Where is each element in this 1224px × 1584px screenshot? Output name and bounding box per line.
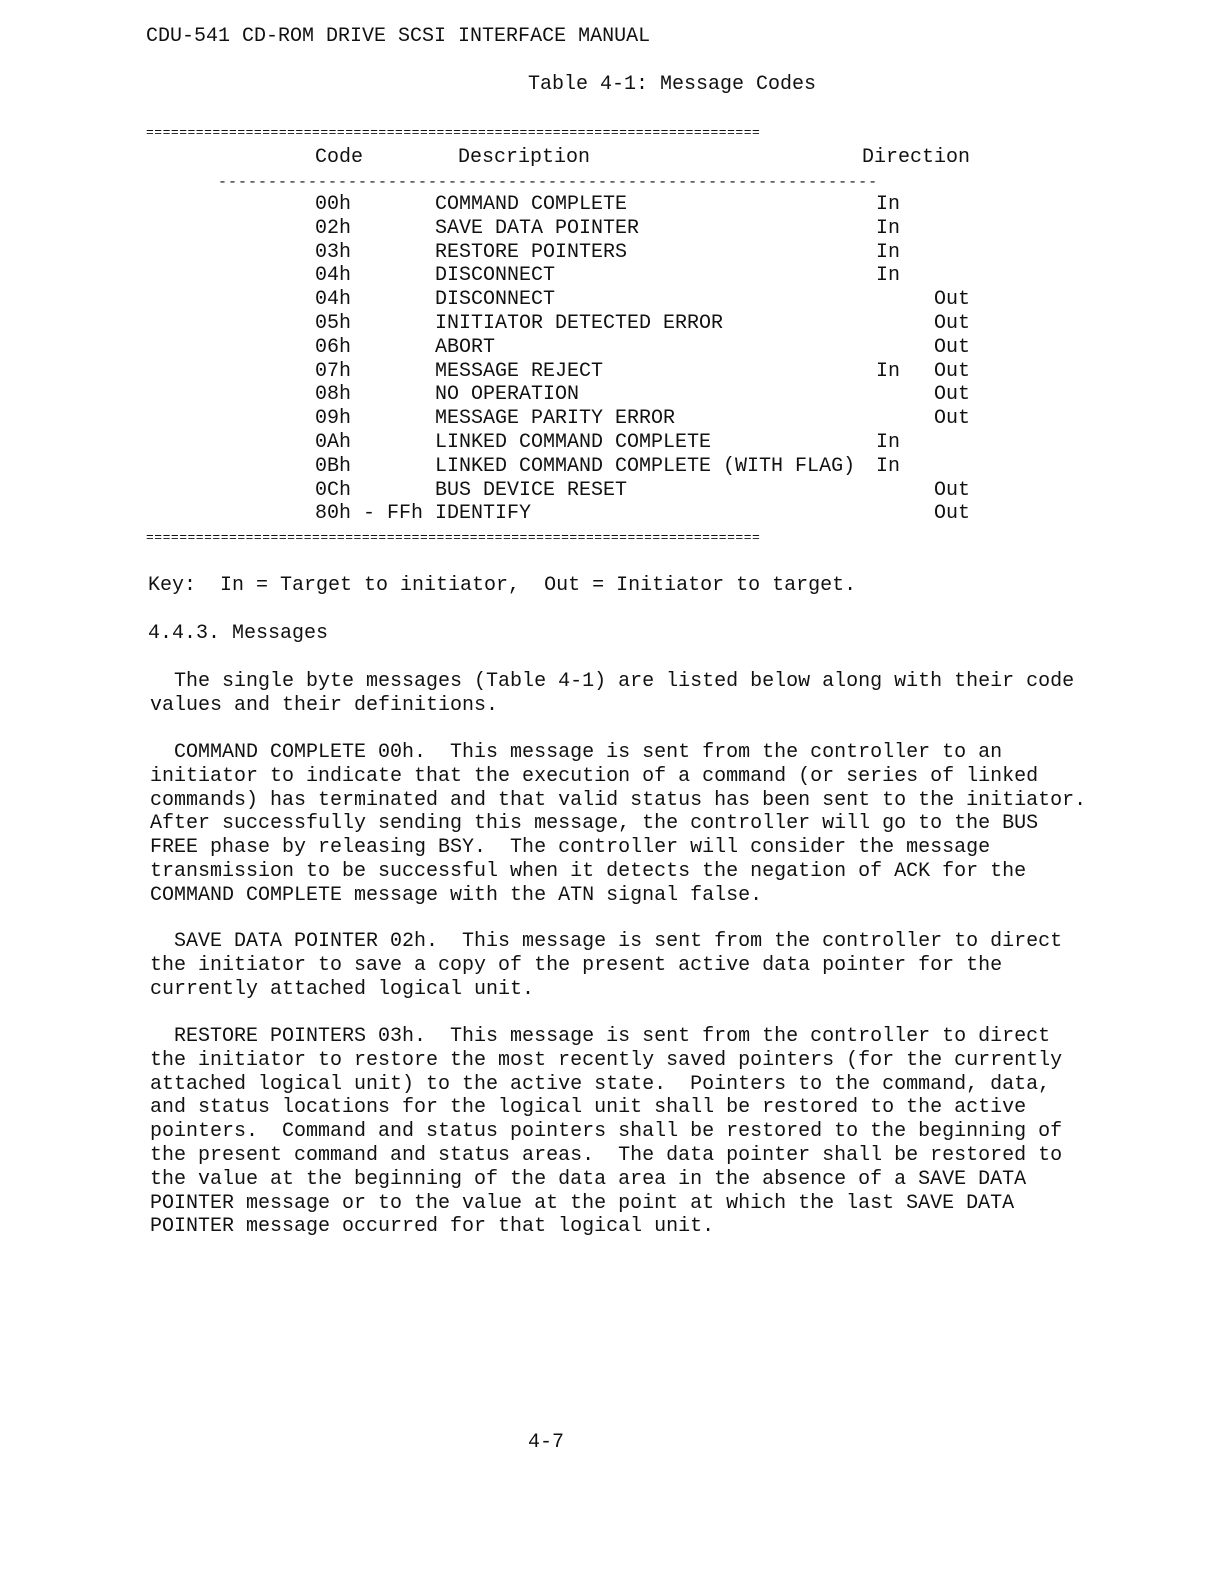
paragraph-line: pointers. Command and status pointers shall be restored to the beginning of: [150, 1120, 1063, 1144]
table-top-rule: ==========================================================================: [146, 126, 761, 140]
description-cell: COMMAND COMPLETE: [435, 193, 628, 216]
table-row: [0, 455, 1224, 479]
table-row: [0, 288, 1224, 312]
code-cell: 02h: [315, 216, 352, 240]
paragraph-line: COMMAND COMPLETE message with the ATN signal false.: [150, 883, 763, 907]
column-header-description: Description: [458, 146, 591, 169]
paragraph-line: transmission to be successful when it detects the negation of ACK for the: [150, 859, 1027, 883]
command-complete-paragraph: [150, 741, 1090, 908]
description-cell: LINKED COMMAND COMPLETE (WITH FLAG): [435, 454, 856, 478]
description-cell: SAVE DATA POINTER: [435, 216, 640, 240]
paragraph-line: POINTER message or to the value at the point at which the last SAVE DATA: [150, 1191, 1015, 1215]
paragraph-line: values and their definitions.: [150, 693, 499, 717]
code-cell: 09h: [315, 407, 352, 431]
direction-out-cell: Out: [934, 478, 971, 502]
paragraph-line: initiator to indicate that the execution of a command (or series of linked: [150, 764, 1039, 788]
code-cell: 0Ah: [315, 431, 352, 454]
paragraph-line: the initiator to restore the most recently saved pointers (for the currently: [150, 1048, 1063, 1072]
code-cell: 0Bh: [315, 454, 352, 478]
description-cell: BUS DEVICE RESET: [435, 478, 628, 502]
direction-out-cell: Out: [934, 335, 971, 359]
save-data-pointer-paragraph: [150, 930, 1090, 1001]
direction-in-cell: In: [876, 264, 901, 288]
code-cell: 80h - FFh: [315, 502, 424, 526]
direction-in-cell: In: [876, 454, 901, 478]
paragraph-line: FREE phase by releasing BSY. The controller will consider the message: [150, 836, 991, 860]
description-cell: LINKED COMMAND COMPLETE: [435, 431, 712, 454]
code-cell: 06h: [315, 335, 352, 359]
description-cell: IDENTIFY: [435, 502, 532, 526]
column-header-direction: Direction: [862, 146, 971, 169]
paragraph-line: the present command and status areas. The data pointer shall be restored to: [150, 1143, 1063, 1167]
description-cell: RESTORE POINTERS: [435, 240, 628, 264]
table-row: [0, 336, 1224, 360]
table-row: [0, 241, 1224, 265]
description-cell: DISCONNECT: [435, 288, 556, 312]
direction-out-cell: Out: [934, 502, 971, 526]
paragraph-line: currently attached logical unit.: [150, 977, 535, 1001]
direction-in-cell: In: [876, 240, 901, 264]
table-row: [0, 193, 1224, 217]
paragraph-line: commands) has terminated and that valid status has been sent to the initiator.: [150, 788, 1087, 812]
paragraph-line: The single byte messages (Table 4-1) are listed below along with their code: [150, 670, 1075, 693]
page-number: 4-7: [528, 1431, 565, 1454]
direction-in-cell: In: [876, 359, 901, 383]
table-row: [0, 383, 1224, 407]
intro-paragraph: [150, 670, 1090, 718]
code-cell: 07h: [315, 359, 352, 383]
paragraph-line: the value at the beginning of the data area in the absence of a SAVE DATA: [150, 1167, 1027, 1191]
description-cell: MESSAGE PARITY ERROR: [435, 407, 676, 431]
code-cell: 04h: [315, 288, 352, 312]
description-cell: MESSAGE REJECT: [435, 359, 604, 383]
direction-in-cell: In: [876, 431, 901, 454]
table-row: [0, 217, 1224, 241]
direction-out-cell: Out: [934, 359, 971, 383]
description-cell: INITIATOR DETECTED ERROR: [435, 312, 724, 335]
direction-in-cell: In: [876, 193, 901, 216]
code-cell: 08h: [315, 383, 352, 407]
paragraph-line: SAVE DATA POINTER 02h. This message is sent from the controller to direct: [150, 930, 1063, 953]
description-cell: DISCONNECT: [435, 264, 556, 288]
table-row: [0, 502, 1224, 526]
table-title: Table 4-1: Message Codes: [528, 73, 817, 96]
paragraph-line: the initiator to save a copy of the present active data pointer for the: [150, 953, 1003, 977]
code-cell: 0Ch: [315, 478, 352, 502]
code-cell: 05h: [315, 312, 352, 335]
paragraph-line: COMMAND COMPLETE 00h. This message is sent from the controller to an: [150, 741, 1003, 764]
paragraph-line: After successfully sending this message, the controller will go to the BUS: [150, 812, 1039, 836]
restore-pointers-paragraph: [150, 1025, 1090, 1239]
code-cell: 03h: [315, 240, 352, 264]
description-cell: ABORT: [435, 335, 496, 359]
paragraph-line: RESTORE POINTERS 03h. This message is sent from the controller to direct: [150, 1025, 1051, 1048]
running-header: CDU-541 CD-ROM DRIVE SCSI INTERFACE MANUAL: [146, 25, 651, 48]
direction-out-cell: Out: [934, 312, 971, 335]
direction-in-cell: In: [876, 216, 901, 240]
column-header-code: Code: [315, 146, 364, 169]
table-row: [0, 312, 1224, 336]
description-cell: NO OPERATION: [435, 383, 580, 407]
table-row: [0, 264, 1224, 288]
direction-out-cell: Out: [934, 383, 971, 407]
direction-out-cell: Out: [934, 288, 971, 312]
table-bottom-rule: ==========================================================================: [146, 531, 761, 545]
paragraph-line: POINTER message occurred for that logical unit.: [150, 1215, 715, 1239]
paragraph-line: and status locations for the logical unit shall be restored to the active: [150, 1096, 1027, 1120]
code-cell: 04h: [315, 264, 352, 288]
table-row: [0, 431, 1224, 455]
table-row: [0, 407, 1224, 431]
table-key: Key: In = Target to initiator, Out = Initiator to target.: [148, 574, 857, 597]
section-heading: 4.4.3. Messages: [148, 622, 329, 645]
code-cell: 00h: [315, 193, 352, 216]
table-row: [0, 360, 1224, 384]
table-row: [0, 479, 1224, 503]
direction-out-cell: Out: [934, 407, 971, 431]
header-divider-rule: ------------------------------------------------------------------: [218, 176, 879, 190]
paragraph-line: attached logical unit) to the active state. Pointers to the command, data,: [150, 1072, 1051, 1096]
